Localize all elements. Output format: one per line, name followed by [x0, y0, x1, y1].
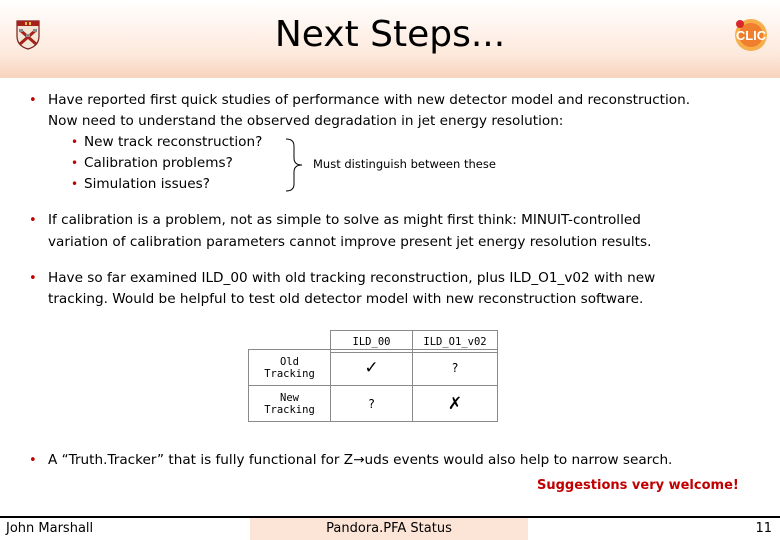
sub-bullet-1-text: New track reconstruction? — [84, 134, 263, 150]
right-brace-icon — [284, 138, 306, 192]
bullet-dot: • — [29, 271, 37, 286]
bullet-4-line-1: A “Truth.Tracker” that is fully functional for Z→uds events would also help to narrow search. — [48, 452, 673, 468]
table-row-label-old — [248, 349, 331, 386]
bullet-3-line-2: tracking. Would be helpful to test old detector model with new reconstruction software. — [48, 291, 644, 307]
sub-bullet-3 — [71, 174, 210, 195]
brace-note: Must distinguish between these — [313, 157, 496, 171]
table-cell-new-ild01: ✗ — [412, 385, 498, 422]
slide-title: Next Steps... — [274, 14, 506, 55]
row-label-line: Tracking — [264, 367, 315, 380]
bullet-dot: • — [29, 93, 37, 108]
table-cell-old-ild00: ✓ — [330, 349, 413, 386]
sub-bullet-dot: • — [71, 156, 79, 170]
bullet-dot: • — [29, 453, 37, 468]
bullet-3-continuation — [48, 289, 643, 310]
row-label-line: Old — [280, 355, 299, 368]
footer-page-number: 11 — [528, 518, 780, 540]
bullet-2-line-1: If calibration is a problem, not as simple to solve as might first think: MINUIT-controlled — [48, 212, 641, 228]
svg-text:CLIC: CLIC — [735, 28, 767, 43]
sub-bullet-3-text: Simulation issues? — [84, 176, 210, 192]
sub-bullet-1 — [71, 132, 263, 153]
bullet-2-line-2: variation of calibration parameters cannot improve present jet energy resolution results. — [48, 234, 652, 250]
table-header-ild00: ILD_00 — [330, 330, 413, 353]
table-header-ild01: ILD_O1_v02 — [412, 330, 498, 353]
bullet-2 — [29, 210, 641, 231]
bullet-1-continuation — [48, 111, 563, 132]
row-label-line: New — [280, 391, 299, 404]
table-cell-new-ild00: ? — [330, 385, 413, 422]
bullet-dot: • — [29, 213, 37, 228]
sub-bullet-dot: • — [71, 177, 79, 191]
row-label-line: Tracking — [264, 403, 315, 416]
footer-center: Pandora.PFA Status — [250, 518, 528, 540]
footer-author: John Marshall — [0, 518, 250, 540]
table-row-label-new — [248, 385, 331, 422]
slide-footer — [0, 516, 780, 540]
bullet-1-line-2: Now need to understand the observed degradation in jet energy resolution: — [48, 113, 564, 129]
bullet-1 — [29, 90, 691, 111]
bullet-3 — [29, 268, 656, 289]
sub-bullet-dot: • — [71, 135, 79, 149]
bullet-3-line-1: Have so far examined ILD_00 with old tracking reconstruction, plus ILD_O1_v02 with new — [48, 270, 656, 286]
sub-bullet-2 — [71, 153, 233, 174]
suggestions-text: Suggestions very welcome! — [537, 478, 739, 493]
sub-bullet-2-text: Calibration problems? — [84, 155, 233, 171]
bullet-2-continuation — [48, 232, 651, 253]
table-cell-old-ild01: ? — [412, 349, 498, 386]
bullet-1-line-1: Have reported first quick studies of performance with new detector model and reconstruction. — [48, 92, 691, 108]
bullet-4 — [29, 450, 673, 471]
